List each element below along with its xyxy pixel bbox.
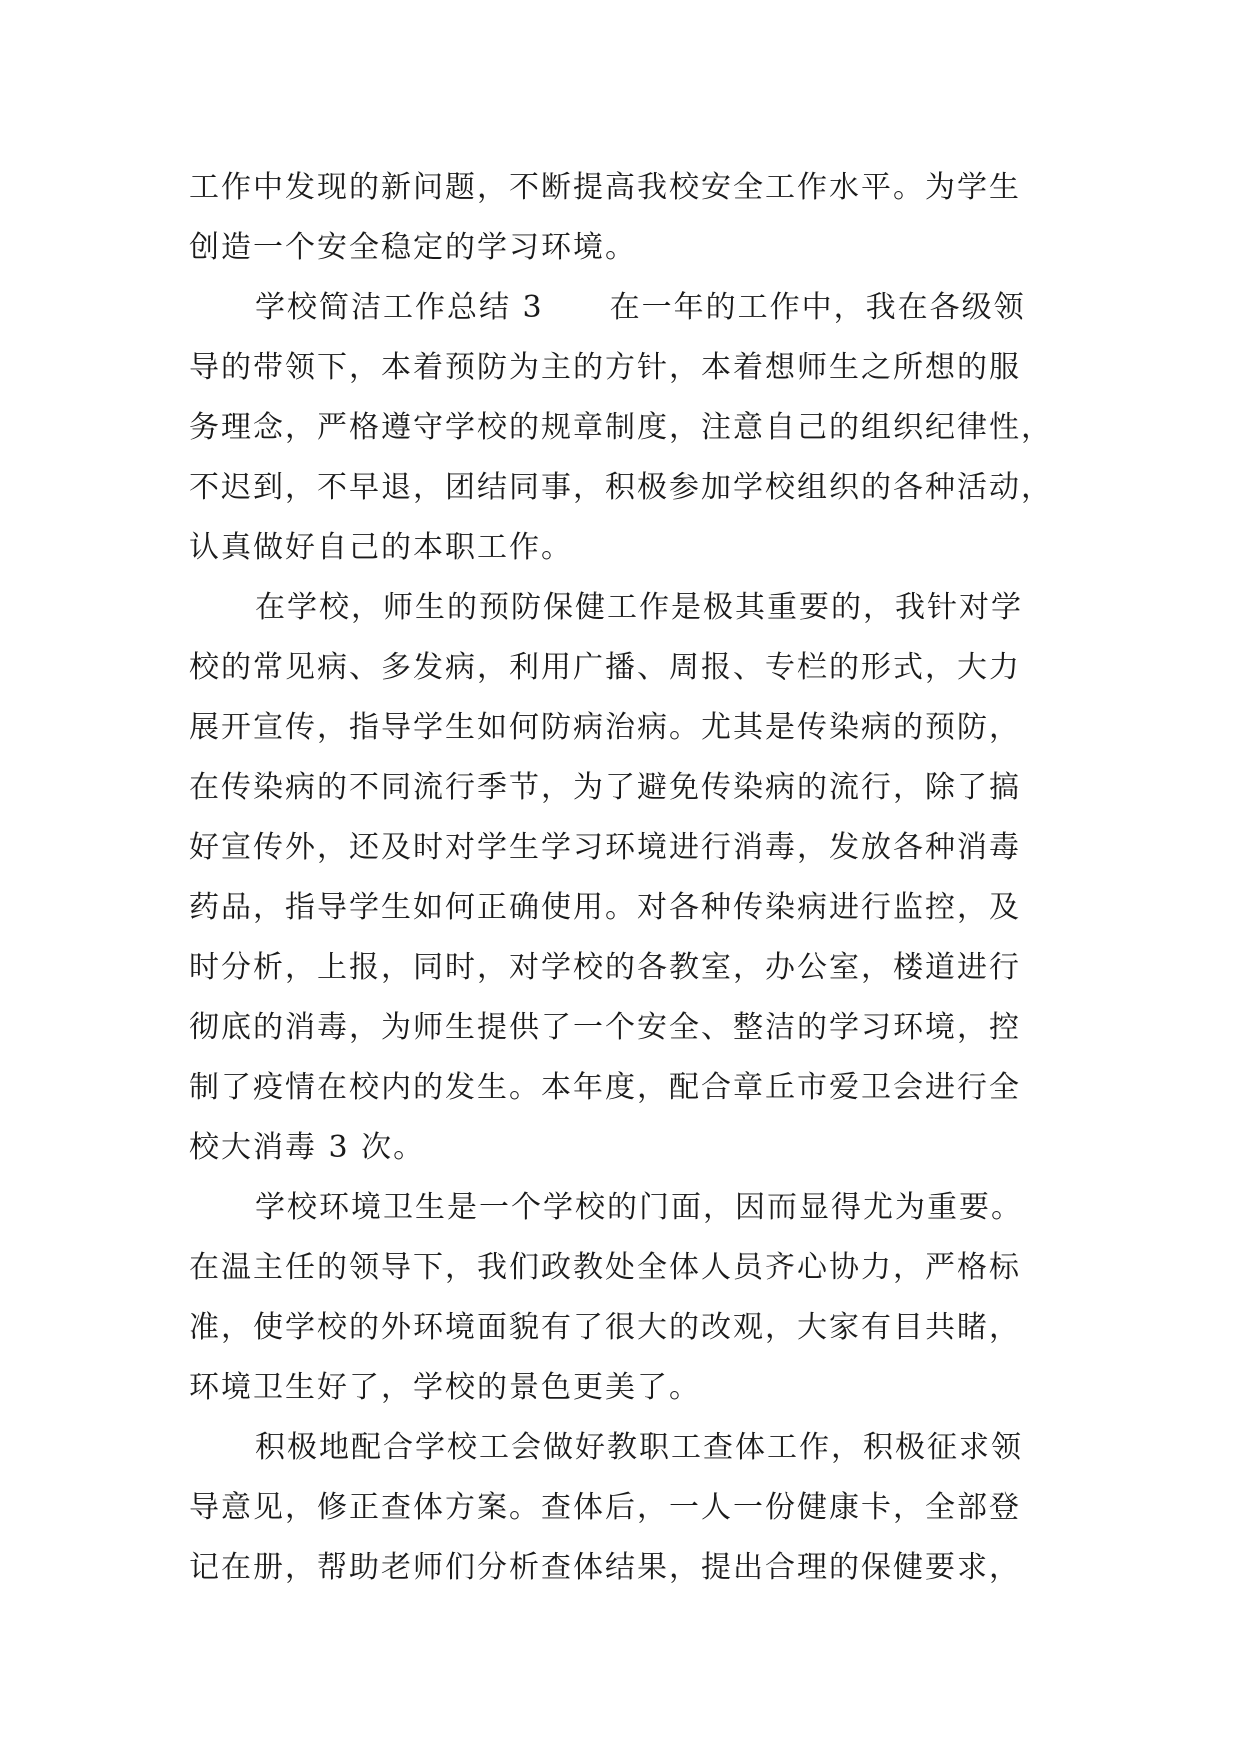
text-line: 记在册，帮助老师们分析查体结果，提出合理的保健要求， — [189, 1550, 1021, 1585]
text-line: 导意见，修正查体方案。查体后，一人一份健康卡，全部登 — [189, 1490, 1021, 1525]
text-line: 准，使学校的外环境面貌有了很大的改观，大家有目共睹， — [189, 1310, 1021, 1345]
text-line: 药品，指导学生如何正确使用。对各种传染病进行监控，及 — [189, 890, 1021, 925]
text-line: 在温主任的领导下，我们政教处全体人员齐心协力，严格标 — [189, 1250, 1021, 1285]
text-line: 在传染病的不同流行季节，为了避免传染病的流行，除了搞 — [189, 770, 1021, 805]
text-line: 工作中发现的新问题，不断提高我校安全工作水平。为学生 — [189, 170, 1021, 205]
text-line: 好宣传外，还及时对学生学习环境进行消毒，发放各种消毒 — [189, 830, 1021, 865]
document-body — [189, 158, 1084, 1598]
text-line: 时分析，上报，同时，对学校的各教室，办公室，楼道进行 — [189, 950, 1021, 985]
paragraph-first-line: 积极地配合学校工会做好教职工查体工作，积极征求领 — [255, 1430, 1023, 1465]
section-title: 学校简洁工作总结 3 — [255, 290, 544, 325]
paragraph-first-line: 学校环境卫生是一个学校的门面，因而显得尤为重要。 — [255, 1190, 1023, 1225]
text-line: 彻底的消毒，为师生提供了一个安全、整洁的学习环境，控 — [189, 1010, 1021, 1045]
text-line: 务理念，严格遵守学校的规章制度，注意自己的组织纪律性， — [189, 410, 1053, 445]
text-line: 校大消毒 3 次。 — [189, 1130, 426, 1165]
text-line: 展开宣传，指导学生如何防病治病。尤其是传染病的预防， — [189, 710, 1021, 745]
text-line: 导的带领下，本着预防为主的方针，本着想师生之所想的服 — [189, 350, 1021, 385]
text-line: 认真做好自己的本职工作。 — [189, 530, 573, 565]
paragraph-first-line: 在学校，师生的预防保健工作是极其重要的，我针对学 — [255, 590, 1023, 625]
text-line: 校的常见病、多发病，利用广播、周报、专栏的形式，大力 — [189, 650, 1021, 685]
text-line: 创造一个安全稳定的学习环境。 — [189, 230, 637, 265]
text-line: 不迟到，不早退，团结同事，积极参加学校组织的各种活动， — [189, 470, 1053, 505]
text-line: 制了疫情在校内的发生。本年度，配合章丘市爱卫会进行全 — [189, 1070, 1021, 1105]
section-title-line — [189, 278, 1084, 338]
paragraph-start: 在一年的工作中，我在各级领 — [609, 290, 1026, 325]
text-line: 环境卫生好了，学校的景色更美了。 — [189, 1370, 701, 1405]
